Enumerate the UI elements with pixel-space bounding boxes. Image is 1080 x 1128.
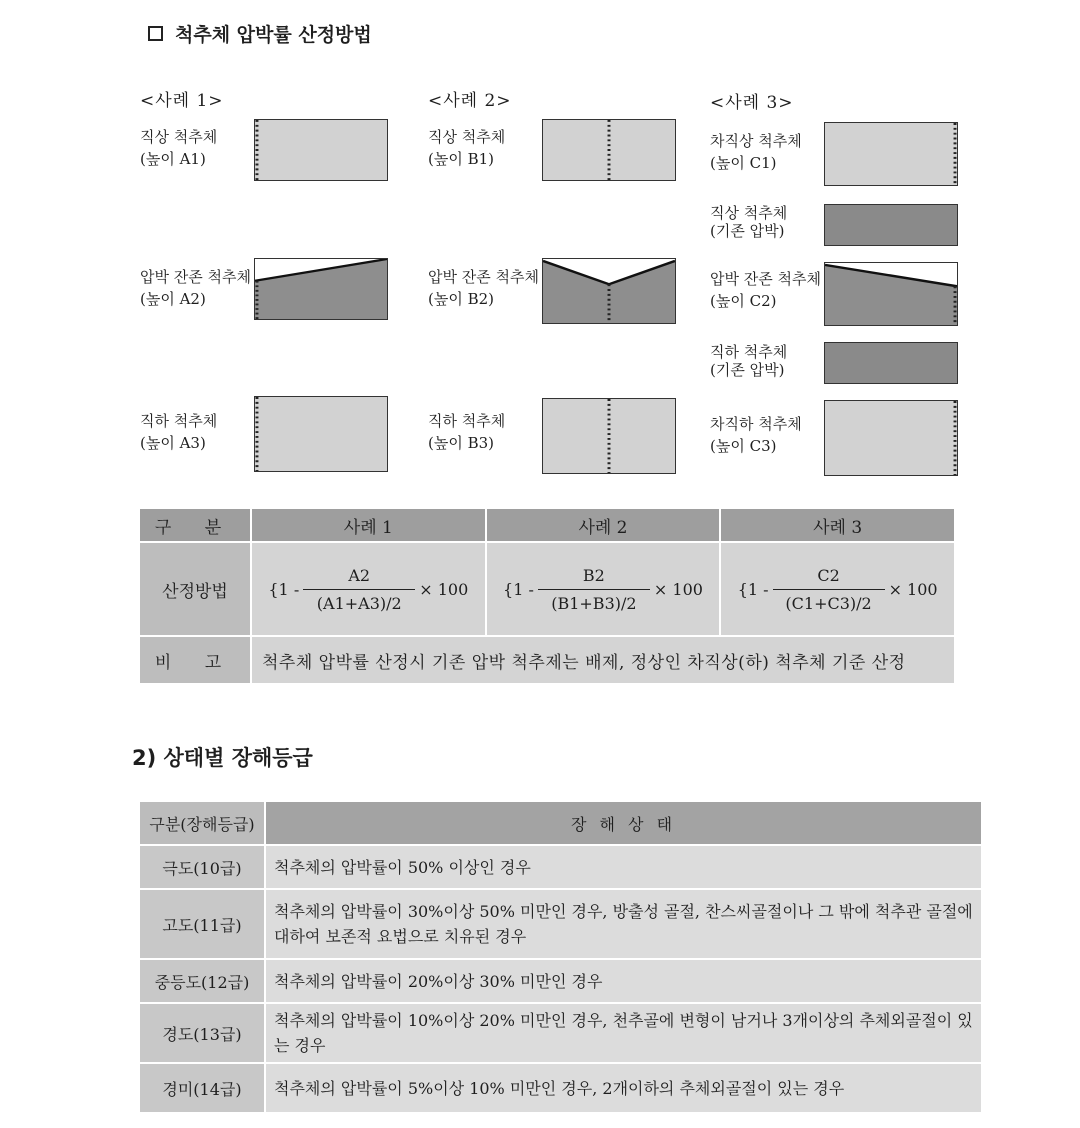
table-row (139, 845, 982, 889)
case-2-upper-label: 직상 척추체 (높이 B1) (428, 128, 506, 168)
grade-cell: 경미(14급) (139, 1063, 265, 1113)
calc-method-row (139, 542, 955, 636)
calc-header-row (139, 508, 955, 542)
calc-header-case-1: 사례 1 (251, 508, 486, 542)
case-1-compressed-vertebra (254, 258, 388, 320)
case-1-compressed-label: 압박 잔존 척추체 (높이 A2) (140, 268, 251, 308)
case-1-lower-label: 직하 척추체 (높이 A3) (140, 412, 218, 452)
grade-cell: 극도(10급) (139, 845, 265, 889)
case-2-compressed-label: 압박 잔존 척추체 (높이 B2) (428, 268, 539, 308)
case-2-upper-vertebra (542, 119, 676, 181)
case-2-compressed-vertebra (542, 258, 676, 324)
case-3-compressed-vertebra (824, 262, 958, 326)
grade-header-category: 구분(장해등급) (139, 801, 265, 845)
table-row (139, 889, 982, 959)
calculation-table (138, 507, 956, 685)
formula-case-3: {1 - $\frac{C2}{(C1+C3)/2}$ × 100 (720, 542, 955, 636)
formula-case-2: {1 - $\frac{B2}{(B1+B3)/2}$ × 100 (486, 542, 721, 636)
status-cell: 척추체의 압박률이 20%이상 30% 미만인 경우 (265, 959, 982, 1003)
status-cell: 척추체의 압박률이 30%이상 50% 미만인 경우, 방출성 골절, 찬스씨골절이나 그 밖에 척추관 골절에 대하여 보존적 요법으로 치유된 경우 (265, 889, 982, 959)
section-title-text: 척추체 압박률 산정방법 (175, 24, 372, 46)
grade-header-status: 장 해 상 태 (265, 801, 982, 845)
calc-note-label: 비 고 (139, 636, 251, 684)
calc-header-case-3: 사례 3 (720, 508, 955, 542)
calc-note-text: 척추체 압박률 산정시 기존 압박 척추제는 배제, 정상인 차직상(하) 척추체 기준 산정 (251, 636, 955, 684)
calc-header-category: 구 분 (139, 508, 251, 542)
checkbox-icon (148, 26, 163, 41)
table-row (139, 1003, 982, 1063)
calc-header-case-2: 사례 2 (486, 508, 721, 542)
case-3-upper-label: 직상 척추체 (기존 압박) (710, 204, 788, 240)
table-row (139, 959, 982, 1003)
case-1-lower-vertebra (254, 396, 388, 472)
calc-note-row (139, 636, 955, 684)
case-3-heading: <사례 3> (710, 93, 794, 113)
case-3-lower-label: 직하 척추체 (기존 압박) (710, 343, 788, 379)
grade-table (138, 800, 983, 1114)
status-cell: 척추체의 압박률이 5%이상 10% 미만인 경우, 2개이하의 추체외골절이 있는 경우 (265, 1063, 982, 1113)
case-2-lower-label: 직하 척추체 (높이 B3) (428, 412, 506, 452)
calc-method-label: 산정방법 (139, 542, 251, 636)
status-cell: 척추체의 압박률이 10%이상 20% 미만인 경우, 천추골에 변형이 남거나 3개이상의 추체외골절이 있는 경우 (265, 1003, 982, 1063)
grade-header-row (139, 801, 982, 845)
section-2-title: 2) 상태별 장해등급 (132, 746, 313, 770)
table-row (139, 1063, 982, 1113)
case-3-lower2-label: 차직하 척추체 (높이 C3) (710, 415, 802, 455)
case-3-upper-vertebra (824, 204, 958, 246)
case-2-heading: <사례 2> (428, 91, 512, 111)
formula-case-1: {1 - $\frac{A2}{(A1+A3)/2}$ × 100 (251, 542, 486, 636)
case-3-lower2-vertebra (824, 400, 958, 476)
case-1-upper-label: 직상 척추체 (높이 A1) (140, 128, 218, 168)
grade-cell: 고도(11급) (139, 889, 265, 959)
case-1-upper-vertebra (254, 119, 388, 181)
case-2-lower-vertebra (542, 398, 676, 474)
grade-cell: 경도(13급) (139, 1003, 265, 1063)
case-3-lower-vertebra (824, 342, 958, 384)
section-title (148, 20, 372, 47)
case-1-heading: <사례 1> (140, 91, 224, 111)
grade-cell: 중등도(12급) (139, 959, 265, 1003)
case-3-upper2-vertebra (824, 122, 958, 186)
status-cell: 척추체의 압박률이 50% 이상인 경우 (265, 845, 982, 889)
case-3-compressed-label: 압박 잔존 척추체 (높이 C2) (710, 270, 821, 310)
case-3-upper2-label: 차직상 척추체 (높이 C1) (710, 132, 802, 172)
